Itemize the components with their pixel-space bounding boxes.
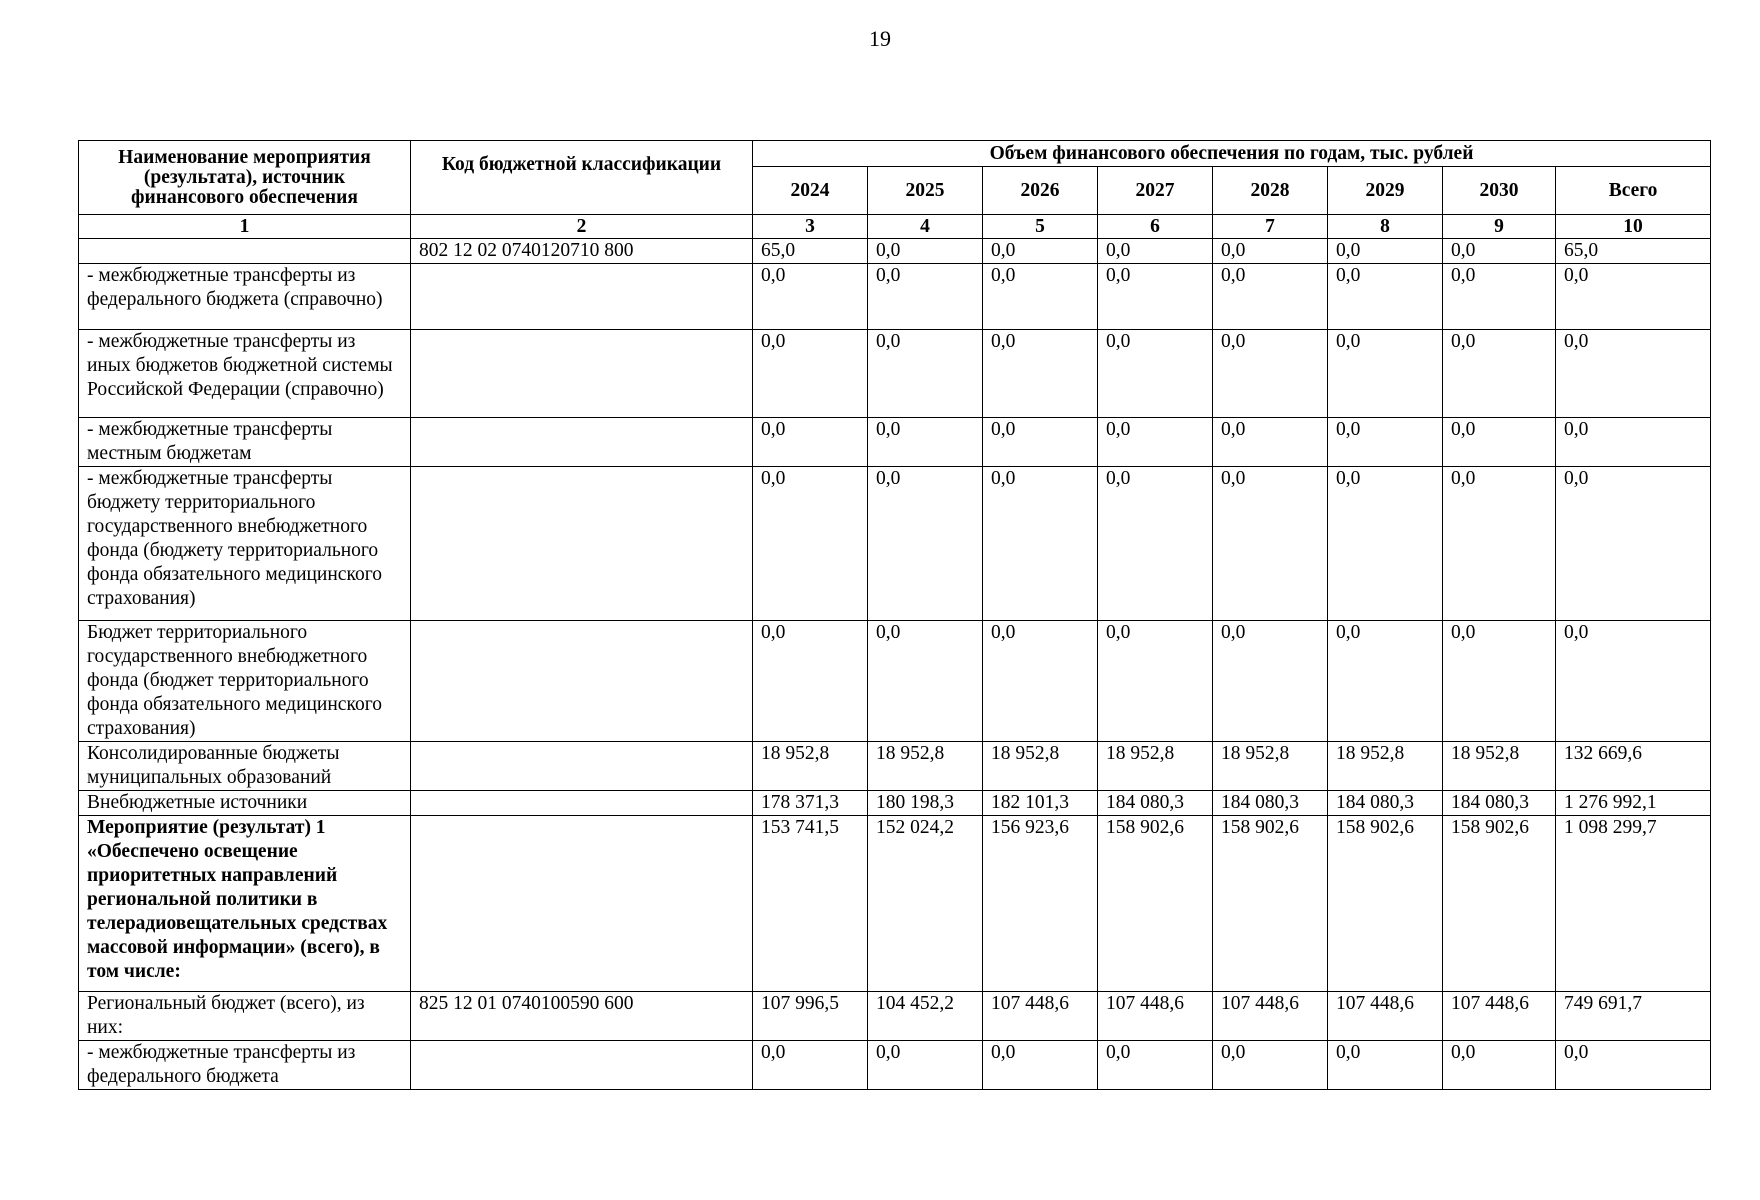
year-value: 0,0 xyxy=(1443,621,1556,742)
year-value: 0,0 xyxy=(868,418,983,467)
row-name: Консолидированные бюджеты муниципальных образований xyxy=(79,742,411,791)
year-value: 0,0 xyxy=(1328,467,1443,621)
header-year: 2030 xyxy=(1443,167,1556,215)
total-value: 0,0 xyxy=(1556,264,1711,330)
year-value: 0,0 xyxy=(1213,239,1328,264)
table-row xyxy=(79,816,1711,992)
year-value: 0,0 xyxy=(1213,418,1328,467)
year-value: 107 448,6 xyxy=(1328,992,1443,1041)
table-row xyxy=(79,1041,1711,1090)
total-value: 749 691,7 xyxy=(1556,992,1711,1041)
year-value: 0,0 xyxy=(983,621,1098,742)
total-value: 0,0 xyxy=(1556,330,1711,418)
year-value: 0,0 xyxy=(1098,467,1213,621)
year-value: 107 448,6 xyxy=(1098,992,1213,1041)
budget-code xyxy=(411,816,753,992)
year-value: 0,0 xyxy=(1213,330,1328,418)
header-year: 2026 xyxy=(983,167,1098,215)
budget-code: 825 12 01 0740100590 600 xyxy=(411,992,753,1041)
column-number: 4 xyxy=(868,215,983,239)
year-value: 18 952,8 xyxy=(1443,742,1556,791)
year-value: 0,0 xyxy=(868,264,983,330)
header-volume: Объем финансового обеспечения по годам, тыс. рублей xyxy=(753,141,1711,167)
year-value: 107 448,6 xyxy=(983,992,1098,1041)
total-value: 0,0 xyxy=(1556,418,1711,467)
table-row xyxy=(79,742,1711,791)
year-value: 0,0 xyxy=(983,467,1098,621)
column-number: 2 xyxy=(411,215,753,239)
year-value: 0,0 xyxy=(1213,1041,1328,1090)
total-value: 0,0 xyxy=(1556,467,1711,621)
budget-code xyxy=(411,330,753,418)
year-value: 0,0 xyxy=(1328,264,1443,330)
column-number: 5 xyxy=(983,215,1098,239)
year-value: 0,0 xyxy=(1098,621,1213,742)
year-value: 0,0 xyxy=(1328,621,1443,742)
budget-code xyxy=(411,467,753,621)
year-value: 0,0 xyxy=(983,264,1098,330)
year-value: 0,0 xyxy=(983,330,1098,418)
budget-code xyxy=(411,621,753,742)
year-value: 107 996,5 xyxy=(753,992,868,1041)
budget-code xyxy=(411,418,753,467)
year-value: 0,0 xyxy=(1098,239,1213,264)
column-number: 10 xyxy=(1556,215,1711,239)
year-value: 0,0 xyxy=(753,418,868,467)
header-year: 2029 xyxy=(1328,167,1443,215)
year-value: 0,0 xyxy=(1443,1041,1556,1090)
year-value: 0,0 xyxy=(1328,239,1443,264)
total-value: 0,0 xyxy=(1556,1041,1711,1090)
row-name: - межбюджетные трансферты из федерального бюджета (справочно) xyxy=(79,264,411,330)
year-value: 0,0 xyxy=(1443,264,1556,330)
year-value: 18 952,8 xyxy=(1098,742,1213,791)
year-value: 0,0 xyxy=(1328,1041,1443,1090)
total-value: 1 098 299,7 xyxy=(1556,816,1711,992)
year-value: 0,0 xyxy=(753,467,868,621)
year-value: 0,0 xyxy=(1443,467,1556,621)
year-value: 184 080,3 xyxy=(1098,791,1213,816)
year-value: 0,0 xyxy=(868,467,983,621)
column-number: 9 xyxy=(1443,215,1556,239)
year-value: 184 080,3 xyxy=(1328,791,1443,816)
row-name xyxy=(79,239,411,264)
row-name: - межбюджетные трансферты из федерального бюджета xyxy=(79,1041,411,1090)
year-value: 107 448,6 xyxy=(1213,992,1328,1041)
year-value: 0,0 xyxy=(868,621,983,742)
table-row xyxy=(79,791,1711,816)
year-value: 107 448,6 xyxy=(1443,992,1556,1041)
year-value: 18 952,8 xyxy=(868,742,983,791)
budget-code: 802 12 02 0740120710 800 xyxy=(411,239,753,264)
row-name: Внебюджетные источники xyxy=(79,791,411,816)
year-value: 18 952,8 xyxy=(983,742,1098,791)
year-value: 0,0 xyxy=(1328,418,1443,467)
table-row xyxy=(79,621,1711,742)
year-value: 0,0 xyxy=(983,1041,1098,1090)
year-value: 18 952,8 xyxy=(1328,742,1443,791)
year-value: 0,0 xyxy=(753,330,868,418)
year-value: 0,0 xyxy=(753,621,868,742)
year-value: 0,0 xyxy=(868,1041,983,1090)
year-value: 153 741,5 xyxy=(753,816,868,992)
row-name: - межбюджетные трансферты бюджету территориального государственного внебюджетного фонда (бюджету территориального фонда обязательного медицинского страхования) xyxy=(79,467,411,621)
year-value: 158 902,6 xyxy=(1443,816,1556,992)
header-year: 2028 xyxy=(1213,167,1328,215)
table-row xyxy=(79,239,1711,264)
year-value: 0,0 xyxy=(983,418,1098,467)
year-value: 184 080,3 xyxy=(1213,791,1328,816)
column-number: 6 xyxy=(1098,215,1213,239)
page-number: 19 xyxy=(869,26,891,51)
year-value: 0,0 xyxy=(1098,264,1213,330)
column-number: 3 xyxy=(753,215,868,239)
year-value: 0,0 xyxy=(1098,330,1213,418)
year-value: 0,0 xyxy=(753,1041,868,1090)
year-value: 0,0 xyxy=(753,264,868,330)
table-body xyxy=(79,239,1711,1090)
header-code: Код бюджетной классификации xyxy=(411,141,753,215)
row-name: - межбюджетные трансферты местным бюджетам xyxy=(79,418,411,467)
column-number: 1 xyxy=(79,215,411,239)
year-value: 0,0 xyxy=(868,330,983,418)
header-total: Всего xyxy=(1556,167,1711,215)
column-number: 7 xyxy=(1213,215,1328,239)
column-number: 8 xyxy=(1328,215,1443,239)
year-value: 158 902,6 xyxy=(1213,816,1328,992)
table-row xyxy=(79,330,1711,418)
year-value: 182 101,3 xyxy=(983,791,1098,816)
year-value: 178 371,3 xyxy=(753,791,868,816)
table-row xyxy=(79,992,1711,1041)
year-value: 0,0 xyxy=(1098,418,1213,467)
budget-code xyxy=(411,791,753,816)
year-value: 0,0 xyxy=(1213,467,1328,621)
year-value: 0,0 xyxy=(1213,264,1328,330)
header-year: 2025 xyxy=(868,167,983,215)
header-name: Наименование мероприятия (результата), источник финансового обеспечения xyxy=(79,141,411,215)
budget-code xyxy=(411,264,753,330)
row-name: Бюджет территориального государственного внебюджетного фонда (бюджет территориального фонда обязательного медицинского страхования) xyxy=(79,621,411,742)
year-value: 0,0 xyxy=(1443,418,1556,467)
row-name: Мероприятие (результат) 1 «Обеспечено освещение приоритетных направлений региональной политики в телерадиовещательных средствах массовой информации» (всего), в том числе: xyxy=(79,816,411,992)
table-row xyxy=(79,418,1711,467)
financing-table xyxy=(78,140,1711,1090)
row-name: - межбюджетные трансферты из иных бюджетов бюджетной системы Российской Федерации (справочно) xyxy=(79,330,411,418)
header-year: 2024 xyxy=(753,167,868,215)
year-value: 0,0 xyxy=(868,239,983,264)
year-value: 184 080,3 xyxy=(1443,791,1556,816)
year-value: 104 452,2 xyxy=(868,992,983,1041)
year-value: 0,0 xyxy=(1328,330,1443,418)
year-value: 18 952,8 xyxy=(753,742,868,791)
year-value: 0,0 xyxy=(983,239,1098,264)
year-value: 156 923,6 xyxy=(983,816,1098,992)
year-value: 0,0 xyxy=(1213,621,1328,742)
year-value: 152 024,2 xyxy=(868,816,983,992)
table-row xyxy=(79,264,1711,330)
year-value: 0,0 xyxy=(1443,330,1556,418)
row-name: Региональный бюджет (всего), из них: xyxy=(79,992,411,1041)
budget-code xyxy=(411,742,753,791)
year-value: 158 902,6 xyxy=(1098,816,1213,992)
year-value: 65,0 xyxy=(753,239,868,264)
year-value: 18 952,8 xyxy=(1213,742,1328,791)
year-value: 180 198,3 xyxy=(868,791,983,816)
total-value: 65,0 xyxy=(1556,239,1711,264)
total-value: 132 669,6 xyxy=(1556,742,1711,791)
year-value: 158 902,6 xyxy=(1328,816,1443,992)
table-row xyxy=(79,467,1711,621)
total-value: 0,0 xyxy=(1556,621,1711,742)
budget-code xyxy=(411,1041,753,1090)
total-value: 1 276 992,1 xyxy=(1556,791,1711,816)
year-value: 0,0 xyxy=(1098,1041,1213,1090)
header-year: 2027 xyxy=(1098,167,1213,215)
year-value: 0,0 xyxy=(1443,239,1556,264)
